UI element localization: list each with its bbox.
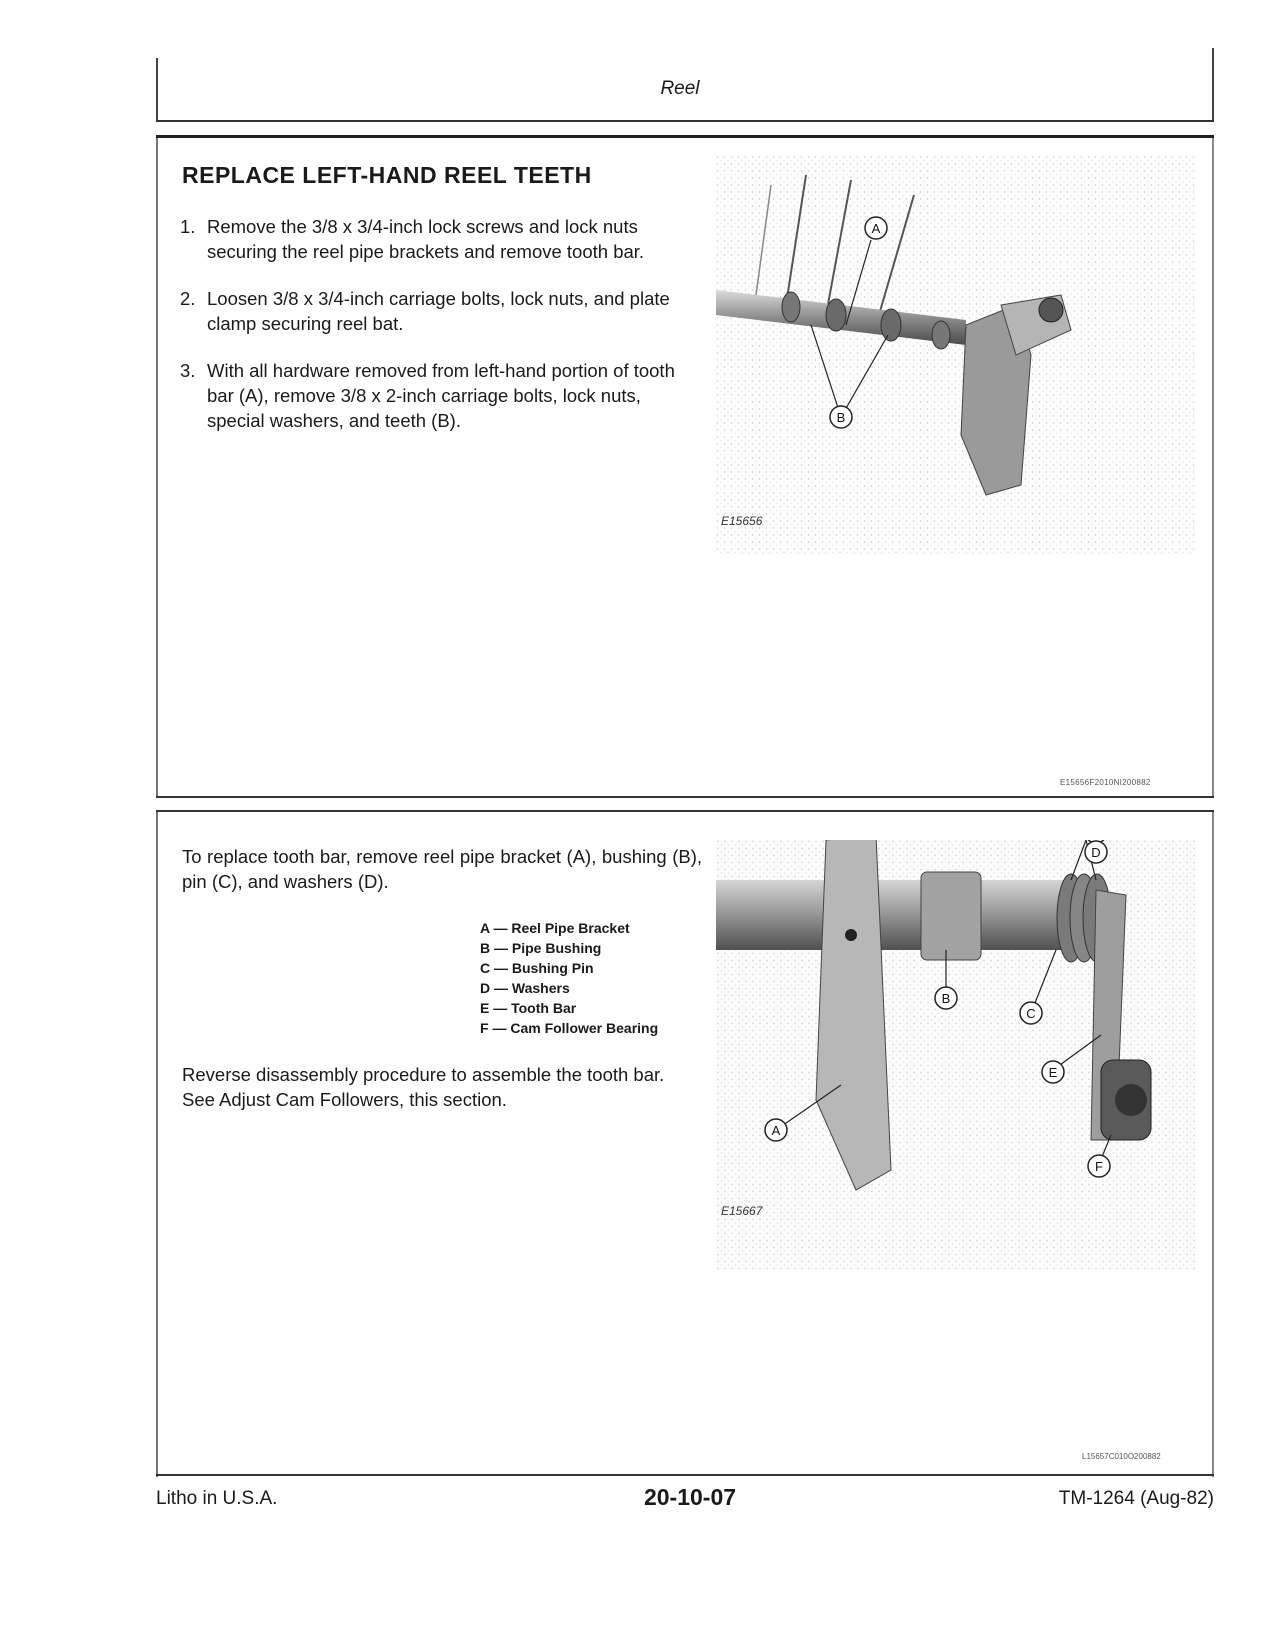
callout-b: B bbox=[836, 410, 846, 425]
block2-right-rule bbox=[1212, 812, 1214, 1477]
header-left-rule bbox=[156, 58, 158, 122]
legend-item: A — Reel Pipe Bracket bbox=[480, 920, 630, 936]
legend-item: E — Tooth Bar bbox=[480, 1000, 577, 1016]
block1-left-rule bbox=[156, 138, 158, 798]
figure-id: E15656 bbox=[721, 514, 763, 528]
block2-top-rule bbox=[156, 810, 1214, 812]
reel-pipe-bracket-photo bbox=[716, 840, 1196, 1270]
footer-printer-note: Litho in U.S.A. bbox=[156, 1488, 278, 1509]
figure-id: E15667 bbox=[721, 1204, 763, 1218]
block1-top-rule bbox=[156, 135, 1214, 138]
block1-bottom-rule bbox=[156, 796, 1214, 798]
callout-d: D bbox=[1091, 845, 1101, 860]
manual-id: TM-1264 (Aug-82) bbox=[1058, 1488, 1214, 1509]
callout-c: C bbox=[1026, 1006, 1036, 1021]
header-right-rule bbox=[1212, 48, 1214, 122]
section-title: Reel bbox=[660, 78, 700, 99]
reference-code: L15657C010O200882 bbox=[1082, 1452, 1161, 1461]
step-number: 3. bbox=[180, 360, 196, 381]
block2-bottom-rule bbox=[156, 1474, 1214, 1476]
step-number: 2. bbox=[180, 288, 196, 309]
legend-item: C — Bushing Pin bbox=[480, 960, 594, 976]
step-number: 1. bbox=[180, 216, 196, 237]
reel-tooth-bar-photo bbox=[716, 155, 1196, 555]
callout-a: A bbox=[871, 221, 881, 236]
legend-item: B — Pipe Bushing bbox=[480, 940, 602, 956]
callout-a: A bbox=[771, 1123, 781, 1138]
header-bottom-rule bbox=[156, 120, 1214, 122]
legend-item: D — Washers bbox=[480, 980, 570, 996]
block2-left-rule bbox=[156, 812, 158, 1477]
page-number: 20-10-07 bbox=[643, 1484, 737, 1510]
step-text: Remove the 3/8 x 3/4-inch lock screws and lock nuts securing the reel pipe brackets and remove tooth bar. bbox=[207, 216, 645, 262]
step-text: Loosen 3/8 x 3/4-inch carriage bolts, lock nuts, and plate clamp securing reel bat. bbox=[207, 288, 670, 334]
reassembly-paragraph: Reverse disassembly procedure to assemble the tooth bar. See Adjust Cam Followers, this section. bbox=[182, 1064, 665, 1110]
intro-paragraph: To replace tooth bar, remove reel pipe bracket (A), bushing (B), pin (C), and washers (D). bbox=[182, 846, 702, 892]
callout-f: F bbox=[1095, 1159, 1103, 1174]
block1-right-rule bbox=[1212, 138, 1214, 798]
callout-e: E bbox=[1048, 1065, 1058, 1080]
procedure-heading: REPLACE LEFT-HAND REEL TEETH bbox=[182, 162, 592, 188]
legend-item: F — Cam Follower Bearing bbox=[480, 1020, 659, 1036]
parts-legend bbox=[480, 918, 705, 1038]
step-text: With all hardware removed from left-hand portion of tooth bar (A), remove 3/8 x 2-inch carriage bolts, lock nuts, special washers, and teeth (B). bbox=[207, 360, 675, 431]
reference-code: E15656F2010NI200882 bbox=[1060, 778, 1151, 787]
callout-b: B bbox=[941, 991, 951, 1006]
